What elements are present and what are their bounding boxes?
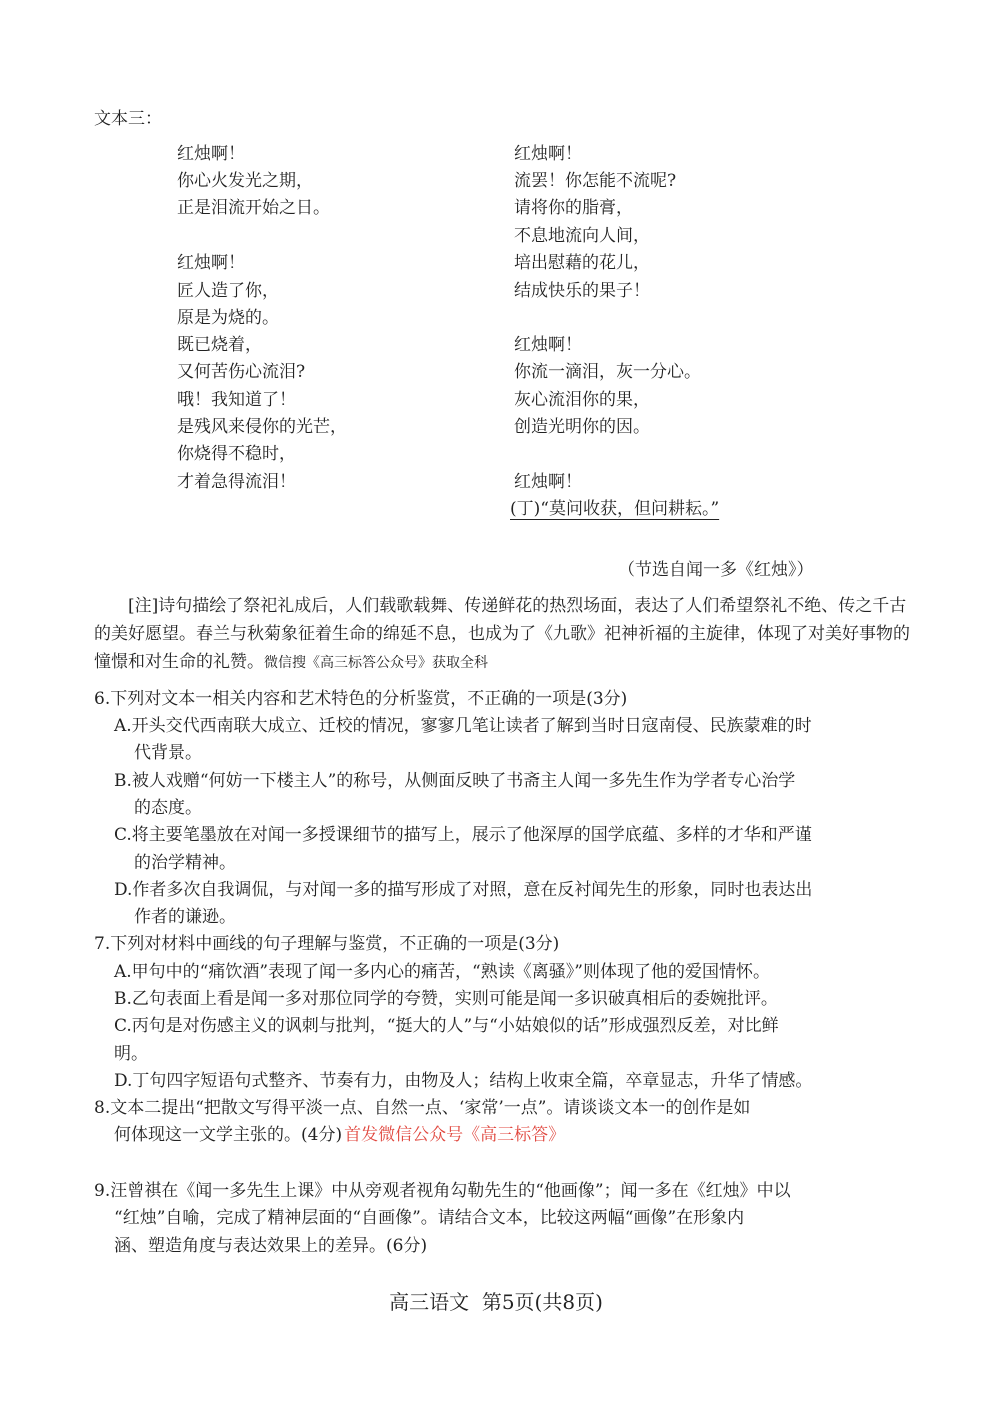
question-stem: 6.下列对文本一相关内容和艺术特色的分析鉴赏，不正确的一项是(3分) — [94, 689, 628, 709]
question-stem: 9.汪曾祺在《闻一多先生上课》中从旁观者视角勾勒先生的“他画像”；闻一多在《红烛》中以 — [94, 1181, 791, 1201]
question-stem: 7.下列对材料中画线的句子理解与鉴赏，不正确的一项是(3分) — [94, 934, 560, 954]
poem-line: 红烛啊！ — [514, 335, 582, 355]
poem-line: 红烛啊！ — [177, 144, 245, 164]
page-footer: 高三语文 第5页(共8页) — [389, 1290, 603, 1314]
option-d: D.作者多次自我调侃，与对闻一多的描写形成了对照，意在反衬闻先生的形象，同时也表达出 — [114, 880, 813, 900]
poem-line: 匠人造了你， — [177, 281, 279, 301]
option-a-cont: 代背景。 — [134, 743, 202, 763]
option-b: B.被人戏赠“何妨一下楼主人”的称号，从侧面反映了书斋主人闻一多先生作为学者专心治学 — [114, 771, 796, 791]
option-c-cont: 的治学精神。 — [134, 853, 236, 873]
poem-line: 结成快乐的果子！ — [514, 281, 650, 301]
red-watermark: 首发微信公众号《高三标答》 — [344, 1125, 566, 1145]
option-d-cont: 作者的谦逊。 — [134, 907, 236, 927]
poem-line-underlined: (丁)“莫问收获，但问耕耘。” — [510, 499, 720, 519]
poem-line: 又何苦伤心流泪? — [177, 362, 306, 382]
poem-line: 你烧得不稳时， — [177, 444, 296, 464]
poem-line: 灰心流泪你的果， — [514, 390, 650, 410]
question-8-tail: 何体现这一文学主张的。(4分) — [114, 1125, 343, 1145]
poem-line: 原是为烧的。 — [177, 308, 279, 328]
option-c: C.丙句是对伤感主义的讽刺与批判，“挺大的人”与“小姑娘似的话”形成强烈反差，对比鲜 — [114, 1016, 779, 1036]
option-b: B.乙句表面上看是闻一多对那位同学的夸赞，实则可能是闻一多识破真相后的委婉批评。 — [114, 989, 778, 1009]
poem-source: （节选自闻一多《红烛》） — [618, 560, 814, 580]
poem-line: 红烛啊！ — [514, 472, 582, 492]
poem-line: 你流一滴泪，灰一分心。 — [514, 362, 701, 382]
note-text: [注]诗句描绘了祭祀礼成后，人们载歌载舞、传递鲜花的热烈场面，表达了人们希望祭礼不绝、传之千古的美好愿望。春兰与秋菊象征着生命的绵延不息，也成为了《九歌》祀神祈福的主旋律，体现了对美好事物的憧憬和对生命的礼赞。 — [94, 596, 910, 672]
poem-line: 正是泪流开始之日。 — [177, 198, 330, 218]
question-stem-cont: 涵、塑造角度与表达效果上的差异。(6分) — [114, 1236, 428, 1256]
note-watermark: 微信搜《高三标答公众号》获取全科 — [264, 655, 488, 671]
poem-line: 不息地流向人间， — [514, 226, 650, 246]
question-stem-cont — [114, 1125, 565, 1145]
poem-line: 才着急得流泪！ — [177, 472, 296, 492]
poem-line: 培出慰藉的花儿， — [514, 253, 650, 273]
question-stem: 8.文本二提出“把散文写得平淡一点、自然一点、‘家常’一点”。请谈谈文本一的创作是如 — [94, 1098, 751, 1118]
option-b-cont: 的态度。 — [134, 798, 202, 818]
poem-line: 哦！我知道了！ — [177, 390, 296, 410]
poem-line: 创造光明你的因。 — [514, 417, 650, 437]
poem-line: 流罢！你怎能不流呢? — [514, 171, 677, 191]
poem-line: 红烛啊！ — [177, 253, 245, 273]
question-stem-cont: “红烛”自喻，完成了精神层面的“自画像”。请结合文本，比较这两幅“画像”在形象内 — [114, 1208, 745, 1228]
option-a: A.甲句中的“痛饮酒”表现了闻一多内心的痛苦，“熟读《离骚》”则体现了他的爱国情怀。 — [114, 962, 770, 982]
poem-line: 既已烧着， — [177, 335, 262, 355]
poem-line: 红烛啊！ — [514, 144, 582, 164]
option-c: C.将主要笔墨放在对闻一多授课细节的描写上，展示了他深厚的国学底蕴、多样的才华和严谨 — [114, 825, 812, 845]
option-a: A.开头交代西南联大成立、迁校的情况，寥寥几笔让读者了解到当时日寇南侵、民族蒙难的时 — [114, 716, 812, 736]
section-title: 文本三： — [94, 109, 162, 129]
note-paragraph — [94, 592, 914, 677]
poem-line: 你心火发光之期， — [177, 171, 313, 191]
option-d: D.丁句四字短语句式整齐、节奏有力，由物及人；结构上收束全篇，卒章显志，升华了情感。 — [114, 1071, 813, 1091]
option-c-cont: 明。 — [114, 1044, 148, 1064]
poem-line: 是残风来侵你的光芒， — [177, 417, 347, 437]
poem-line: 请将你的脂膏， — [514, 198, 633, 218]
